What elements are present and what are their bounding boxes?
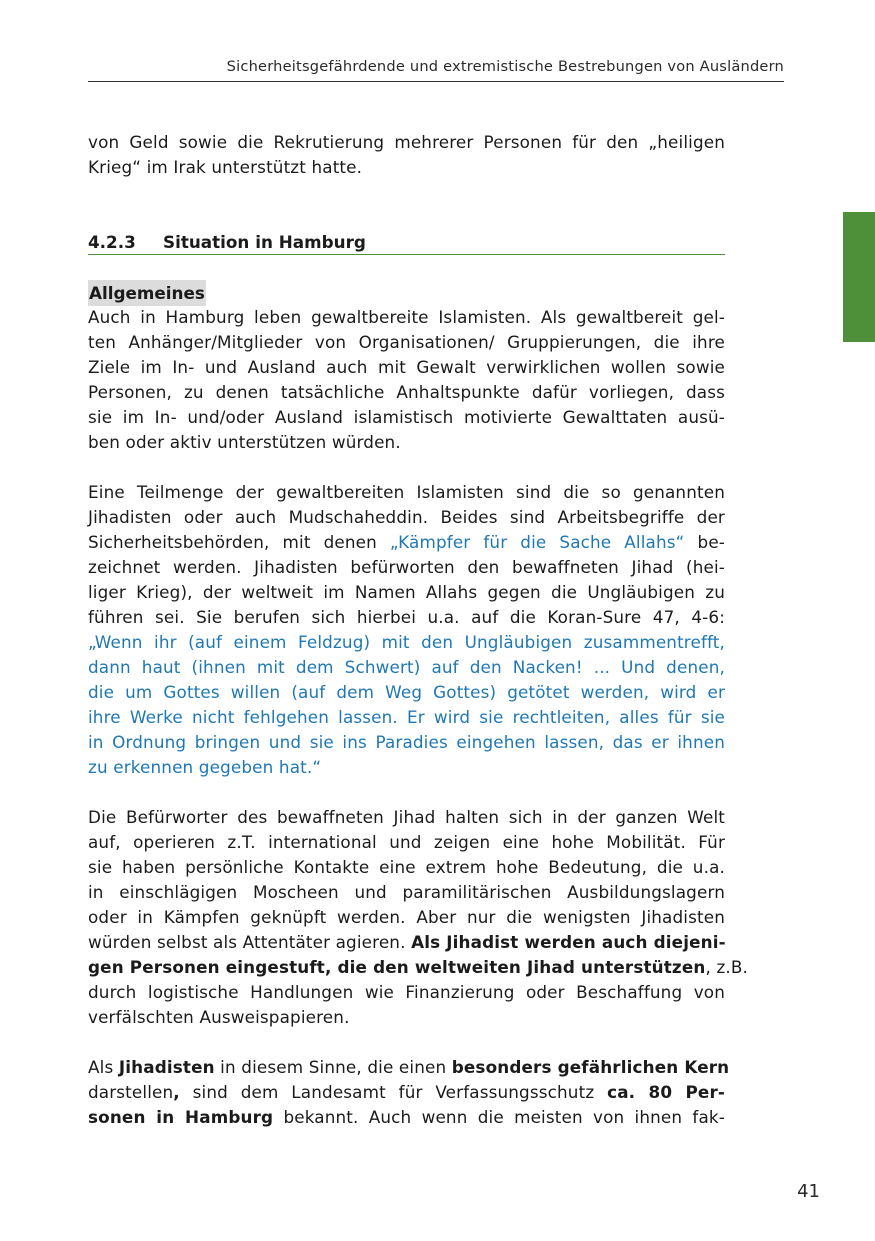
paragraph-3	[88, 805, 749, 1030]
subsection-heading: Allgemeines	[88, 280, 206, 306]
text-line	[88, 930, 725, 955]
bold-run: sonen in Hamburg	[88, 1107, 274, 1127]
quote-line: die um Gottes willen (auf dem Weg Gottes) getötet werden, wird er	[88, 682, 725, 702]
running-head: Sicherheitsgefährdende und extremistische Bestrebungen von Ausländern	[226, 58, 784, 75]
text-line: ten Anhänger/Mitglieder von Organisationen/ Gruppierungen, die ihre	[88, 332, 725, 352]
text-line: sie im In- und/oder Ausland islamistisch motivierte Gewalttaten ausü-	[88, 407, 725, 427]
text-run: bekannt. Auch wenn die meisten von ihnen fak-	[273, 1107, 725, 1127]
paragraph-2	[88, 480, 725, 780]
text-line: Krieg“ im Irak unterstützt hatte.	[88, 157, 363, 177]
quote-line: in Ordnung bringen und sie ins Paradies eingehen lassen, das er ihnen	[88, 732, 725, 752]
continuation-paragraph	[88, 130, 725, 180]
text-line: verfälschten Ausweispapieren.	[88, 1007, 350, 1027]
text-run: be-	[684, 532, 726, 552]
text-line: Auch in Hamburg leben gewaltbereite Islamisten. Als gewaltbereit gel-	[88, 307, 725, 327]
paragraph-1	[88, 305, 725, 455]
text-line: führen sei. Sie berufen sich hierbei u.a. auf die Koran-Sure 47, 4-6:	[88, 607, 725, 627]
text-line: Jihadisten oder auch Mudschaheddin. Beides sind Arbeitsbegriffe der	[88, 507, 725, 527]
text-run: , z.B.	[705, 957, 749, 977]
quote-line: dann haut (ihnen mit dem Schwert) auf den Nacken! ... Und denen,	[88, 657, 725, 677]
text-line: liger Krieg), der weltweit im Namen Allahs gegen die Ungläubigen zu	[88, 582, 725, 602]
text-line: sie haben persönliche Kontakte eine extrem hohe Bedeutung, die u.a.	[88, 857, 725, 877]
text-run: Als	[88, 1057, 119, 1077]
text-line: zeichnet werden. Jihadisten befürworten den bewaffneten Jihad (hei-	[88, 557, 725, 577]
text-line: Personen, zu denen tatsächliche Anhaltspunkte dafür vorliegen, dass	[88, 382, 725, 402]
text-line: oder in Kämpfen geknüpft werden. Aber nur die wenigsten Jihadisten	[88, 907, 725, 927]
section-title: Situation in Hamburg	[163, 232, 366, 252]
bold-run: Jihadisten	[118, 1057, 215, 1077]
running-head-rule	[88, 81, 784, 82]
text-run: darstellen	[88, 1082, 174, 1102]
paragraph-4	[88, 1055, 730, 1130]
page-number: 41	[797, 1181, 820, 1202]
bold-run: ca. 80 Per-	[607, 1082, 725, 1102]
bold-run: ,	[173, 1082, 180, 1102]
bold-run: gen Personen eingestuft, die den weltweiten Jihad unterstützen	[88, 957, 706, 977]
text-line	[88, 955, 749, 980]
section-heading	[88, 232, 725, 255]
text-run: würden selbst als Attentäter agieren.	[88, 932, 412, 952]
section-number: 4.2.3	[88, 232, 136, 252]
text-line: ben oder aktiv unterstützen würden.	[88, 432, 401, 452]
text-run: sind dem Landesamt für Verfassungsschutz	[179, 1082, 608, 1102]
text-run: in diesem Sinne, die einen	[214, 1057, 452, 1077]
bold-run: Als Jihadist werden auch diejeni-	[411, 932, 726, 952]
text-run: Sicherheitsbehörden, mit denen	[88, 532, 390, 552]
chapter-tab-marker	[843, 212, 875, 342]
text-line	[88, 1080, 725, 1105]
quote-line: „Wenn ihr (auf einem Feldzug) mit den Ungläubigen zusammentrefft,	[88, 632, 725, 652]
bold-run: besonders gefährlichen Kern	[451, 1057, 730, 1077]
text-line: Eine Teilmenge der gewaltbereiten Islamisten sind die so genannten	[88, 482, 725, 502]
text-line: durch logistische Handlungen wie Finanzierung oder Beschaffung von	[88, 982, 725, 1002]
text-line: Die Befürworter des bewaffneten Jihad halten sich in der ganzen Welt	[88, 807, 725, 827]
text-line	[88, 1105, 725, 1130]
highlighted-term: „Kämpfer für die Sache Allahs“	[389, 532, 685, 552]
text-line	[88, 530, 725, 555]
text-line: auf, operieren z.T. international und zeigen eine hohe Mobilität. Für	[88, 832, 725, 852]
quote-line: zu erkennen gegeben hat.“	[88, 757, 322, 777]
text-line: von Geld sowie die Rekrutierung mehrerer Personen für den „heiligen	[88, 132, 725, 152]
quote-line: ihre Werke nicht fehlgehen lassen. Er wird sie rechtleiten, alles für sie	[88, 707, 725, 727]
text-line: in einschlägigen Moscheen und paramilitärischen Ausbildungslagern	[88, 882, 725, 902]
text-line	[88, 1055, 730, 1080]
text-line: Ziele im In- und Ausland auch mit Gewalt verwirklichen wollen sowie	[88, 357, 725, 377]
